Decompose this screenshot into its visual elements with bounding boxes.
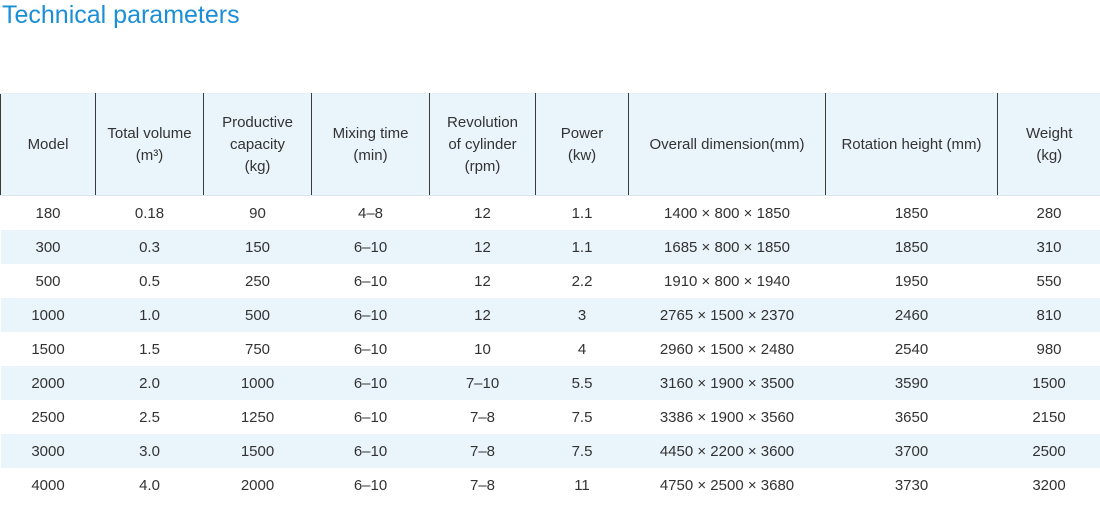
cell-model: 4000 xyxy=(31,476,65,494)
cell-power: 5.5 xyxy=(536,366,629,400)
cell-model: 2000 xyxy=(1,366,96,400)
cell-mixing-time: 6–10 xyxy=(312,230,430,264)
cell-power: 1.1 xyxy=(571,204,593,222)
cell-total-volume: 1.0 xyxy=(96,298,204,332)
table-row xyxy=(1,434,1100,468)
cell-mixing-time: 6–10 xyxy=(312,434,430,468)
cell-model: 1000 xyxy=(1,298,96,332)
cell-power: 11 xyxy=(574,476,590,494)
cell-rotation-height: 3650 xyxy=(894,408,929,426)
cell-rotation-height: 3590 xyxy=(826,366,998,400)
header-productive-capacity: Productive capacity (kg) xyxy=(204,94,312,196)
cell-mixing-time: 6–10 xyxy=(312,298,430,332)
cell-productive-capacity: 2000 xyxy=(240,476,275,494)
table-row xyxy=(1,332,1100,366)
cell-revolution: 12 xyxy=(474,272,491,290)
cell-revolution: 12 xyxy=(430,298,536,332)
cell-power: 7.5 xyxy=(536,434,629,468)
cell-productive-capacity: 250 xyxy=(244,272,271,290)
cell-mixing-time: 6–10 xyxy=(353,272,388,290)
cell-power: 2.2 xyxy=(571,272,593,290)
header-weight: Weight (kg) xyxy=(998,94,1100,196)
cell-weight: 980 xyxy=(1036,340,1062,358)
spec-table xyxy=(0,93,1100,502)
cell-rotation-height: 3700 xyxy=(826,434,998,468)
cell-rotation-height: 1850 xyxy=(894,204,929,222)
cell-mixing-time: 6–10 xyxy=(353,476,388,494)
cell-total-volume: 4.0 xyxy=(139,476,160,494)
cell-productive-capacity: 750 xyxy=(244,340,271,358)
table-row xyxy=(1,366,1100,400)
table-row xyxy=(1,298,1100,332)
cell-overall-dimension: 3386 × 1900 × 3560 xyxy=(659,408,795,426)
cell-model: 2500 xyxy=(31,408,65,426)
cell-total-volume: 0.5 xyxy=(139,272,160,290)
cell-weight: 1500 xyxy=(998,366,1100,400)
cell-revolution: 7–8 xyxy=(469,408,496,426)
cell-model: 500 xyxy=(35,272,61,290)
table-row xyxy=(1,230,1100,264)
cell-total-volume: 1.5 xyxy=(139,340,160,358)
cell-weight: 3200 xyxy=(1032,476,1066,494)
cell-overall-dimension: 2765 × 1500 × 2370 xyxy=(629,298,826,332)
cell-productive-capacity: 500 xyxy=(204,298,312,332)
cell-overall-dimension: 1685 × 800 × 1850 xyxy=(629,230,826,264)
header-revolution-of-cylinder: Revolution of cylinder (rpm) xyxy=(430,94,536,196)
cell-power: 7.5 xyxy=(571,408,593,426)
cell-revolution: 10 xyxy=(474,340,491,358)
cell-overall-dimension: 1400 × 800 × 1850 xyxy=(664,204,790,222)
cell-model: 300 xyxy=(1,230,96,264)
cell-overall-dimension: 2960 × 1500 × 2480 xyxy=(659,340,795,358)
cell-total-volume: 0.18 xyxy=(134,204,165,222)
cell-rotation-height: 1950 xyxy=(894,272,929,290)
cell-power: 1.1 xyxy=(536,230,629,264)
cell-weight: 810 xyxy=(998,298,1100,332)
cell-mixing-time: 6–10 xyxy=(353,340,388,358)
table-header-row xyxy=(1,94,1100,196)
table-row xyxy=(1,264,1100,298)
cell-revolution: 7–8 xyxy=(469,476,496,494)
cell-revolution: 12 xyxy=(474,204,491,222)
cell-productive-capacity: 1250 xyxy=(240,408,275,426)
cell-model: 180 xyxy=(35,204,61,222)
header-rotation-height: Rotation height (mm) xyxy=(826,94,998,196)
cell-model: 1500 xyxy=(31,340,65,358)
table-row xyxy=(1,196,1100,231)
cell-power: 4 xyxy=(577,340,587,358)
cell-revolution: 7–8 xyxy=(430,434,536,468)
cell-weight: 2150 xyxy=(1032,408,1066,426)
cell-total-volume: 2.5 xyxy=(139,408,160,426)
cell-productive-capacity: 1000 xyxy=(204,366,312,400)
cell-total-volume: 2.0 xyxy=(96,366,204,400)
cell-rotation-height: 2540 xyxy=(894,340,929,358)
cell-mixing-time: 6–10 xyxy=(353,408,388,426)
cell-productive-capacity: 150 xyxy=(204,230,312,264)
header-model: Model xyxy=(1,94,96,196)
cell-rotation-height: 2460 xyxy=(826,298,998,332)
header-power: Power (kw) xyxy=(536,94,629,196)
cell-model: 3000 xyxy=(1,434,96,468)
spec-table-container xyxy=(0,93,1100,502)
cell-mixing-time: 4–8 xyxy=(357,204,384,222)
cell-weight: 280 xyxy=(1036,204,1062,222)
cell-revolution: 7–10 xyxy=(430,366,536,400)
table-row xyxy=(1,468,1100,502)
cell-weight: 2500 xyxy=(998,434,1100,468)
header-total-volume: Total volume (m³) xyxy=(96,94,204,196)
page-title: Technical parameters xyxy=(2,1,240,29)
header-overall-dimension: Overall dimension(mm) xyxy=(629,94,826,196)
table-body xyxy=(1,196,1100,503)
cell-total-volume: 3.0 xyxy=(96,434,204,468)
cell-productive-capacity: 90 xyxy=(249,204,266,222)
cell-overall-dimension: 3160 × 1900 × 3500 xyxy=(629,366,826,400)
cell-power: 3 xyxy=(536,298,629,332)
cell-overall-dimension: 4450 × 2200 × 3600 xyxy=(629,434,826,468)
cell-revolution: 12 xyxy=(430,230,536,264)
cell-mixing-time: 6–10 xyxy=(312,366,430,400)
cell-productive-capacity: 1500 xyxy=(204,434,312,468)
cell-overall-dimension: 4750 × 2500 × 3680 xyxy=(659,476,795,494)
cell-weight: 550 xyxy=(1036,272,1062,290)
cell-rotation-height: 1850 xyxy=(826,230,998,264)
cell-total-volume: 0.3 xyxy=(96,230,204,264)
cell-weight: 310 xyxy=(998,230,1100,264)
header-mixing-time: Mixing time (min) xyxy=(312,94,430,196)
cell-rotation-height: 3730 xyxy=(894,476,929,494)
cell-overall-dimension: 1910 × 800 × 1940 xyxy=(664,272,790,290)
table-row xyxy=(1,400,1100,434)
